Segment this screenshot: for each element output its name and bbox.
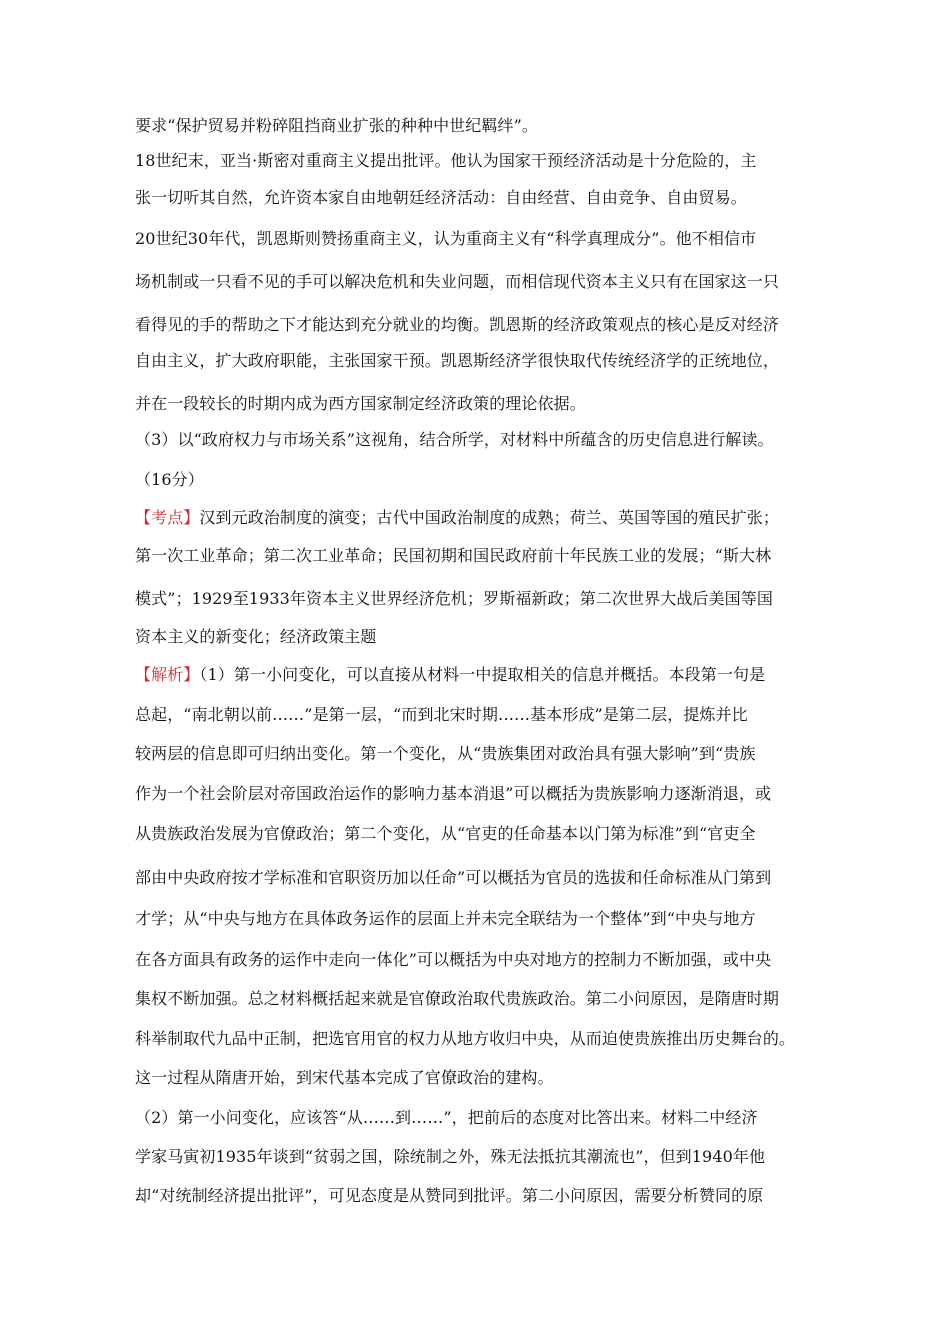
jiexi-line: 作为一个社会阶层对帝国政治运作的影响力基本消退”可以概括为贵族影响力逐渐消退，或 — [135, 784, 772, 803]
text-line: 20世纪30年代，凯恩斯则赞扬重商主义，认为重商主义有“科学真理成分”。他不相信市 — [135, 229, 757, 248]
jiexi-line: 在各方面具有政务的运作中走向一体化”可以概括为中央对地方的控制力不断加强，或中央 — [135, 950, 772, 969]
text-line: 18世纪末，亚当·斯密对重商主义提出批评。他认为国家干预经济活动是十分危险的，主 — [135, 151, 757, 170]
jiexi-line: 科举制取代九品中正制，把选官用官的权力从地方收归中央，从而迫使贵族推出历史舞台的。 — [135, 1029, 796, 1048]
text-line: 张一切听其自然，允许资本家自由地朝廷经济活动：自由经营、自由竞争、自由贸易。 — [135, 188, 747, 207]
score-note: （16分） — [135, 470, 204, 489]
jiexi-line: 【解析】（1）第一小问变化，可以直接从材料一中提取相关的信息并概括。本段第一句是 — [135, 665, 766, 684]
kaodian-line: 第一次工业革命；第二次工业革命；民国初期和国民政府前十年民族工业的发展；“斯大林 — [135, 546, 772, 565]
jiexi-line: 才学；从“中央与地方在具体政务运作的层面上并未完全联结为一个整体”到“中央与地方 — [135, 909, 756, 928]
text-line: 自由主义，扩大政府职能，主张国家干预。凯恩斯经济学很快取代传统经济学的正统地位， — [135, 351, 780, 370]
jiexi-line: 却“对统制经济提出批评”，可见态度是从赞同到批评。第二小问原因，需要分析赞同的原 — [135, 1186, 764, 1205]
kaodian-line: 【考点】汉到元政治制度的演变；古代中国政治制度的成熟；荷兰、英国等国的殖民扩张； — [135, 508, 780, 527]
text-line: 要求“保护贸易并粉碎阻挡商业扩张的种种中世纪羁绊”。 — [135, 116, 538, 135]
text-line: 场机制或一只看不见的手可以解决危机和失业问题，而相信现代资本主义只有在国家这一只 — [135, 272, 780, 291]
text-line: 并在一段较长的时期内成为西方国家制定经济政策的理论依据。 — [135, 394, 586, 413]
kaodian-tag: 【考点】 — [135, 508, 200, 527]
jiexi-line: 较两层的信息即可归纳出变化。第一个变化，从“贵族集团对政治具有强大影响”到“贵族 — [135, 744, 756, 763]
jiexi-line: 总起，“南北朝以前……”是第一层，“而到北宋时期……基本形成”是第二层，提炼并比 — [135, 705, 748, 724]
kaodian-line: 资本主义的新变化；经济政策主题 — [135, 627, 377, 646]
jiexi-line: 部由中央政府按才学标准和官职资历加以任命”可以概括为官员的选拔和任命标准从门第到 — [135, 868, 772, 887]
jiexi-line: 从贵族政治发展为官僚政治；第二个变化，从“官吏的任命基本以门第为标准”到“官吏全 — [135, 824, 756, 843]
jiexi-line: 集权不断加强。总之材料概括起来就是官僚政治取代贵族政治。第二小问原因，是隋唐时期 — [135, 989, 780, 1008]
jiexi-line: 这一过程从隋唐开始，到宋代基本完成了官僚政治的建构。 — [135, 1068, 554, 1087]
question-3: （3）以“政府权力与市场关系”这视角，结合所学，对材料中所蕴含的历史信息进行解读。 — [135, 430, 774, 449]
text-line: 看得见的手的帮助之下才能达到充分就业的均衡。凯恩斯的经济政策观点的核心是反对经济 — [135, 315, 780, 334]
jiexi-tag: 【解析】 — [135, 665, 200, 684]
kaodian-line: 模式”；1929至1933年资本主义世界经济危机；罗斯福新政；第二次世界大战后美国等国 — [135, 589, 773, 608]
jiexi-line: 学家马寅初1935年谈到“贫弱之国，除统制之外，殊无法抵抗其潮流也”，但到1940年他 — [135, 1147, 766, 1166]
jiexi-line: （2）第一小问变化，应该答“从……到……”，把前后的态度对比答出来。材料二中经济 — [135, 1108, 758, 1127]
